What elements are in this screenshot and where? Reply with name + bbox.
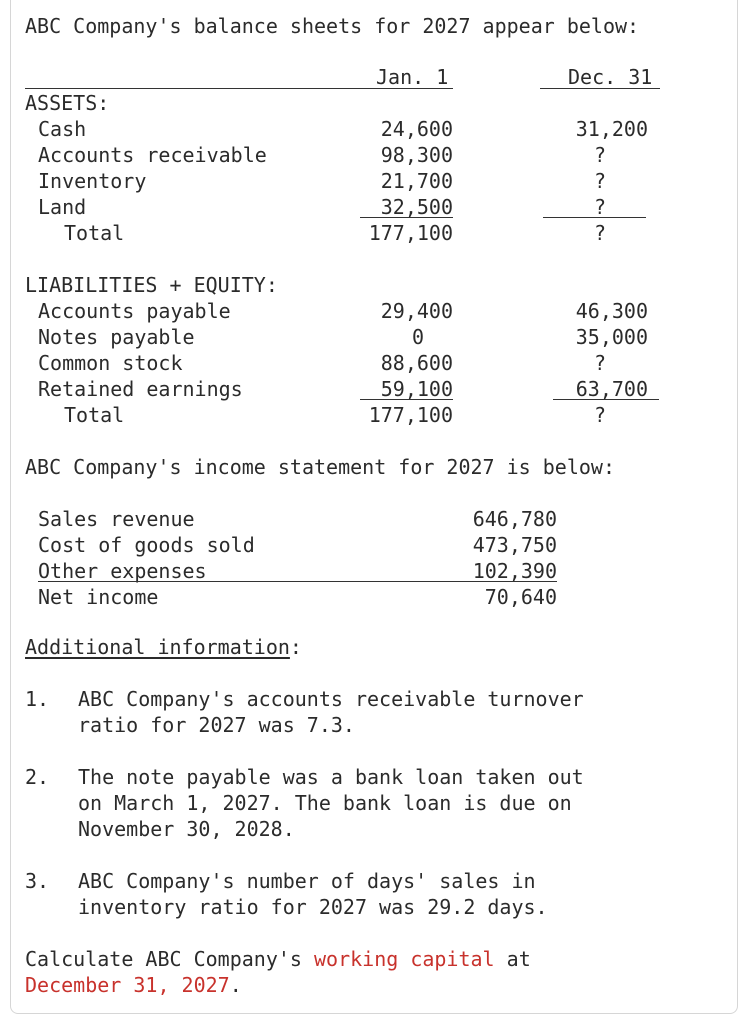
item-1-line-1: ABC Company's accounts receivable turnover: [78, 687, 584, 711]
working-capital-term: working capital: [313, 947, 495, 971]
item-1-number: 1.: [25, 687, 50, 711]
land-dec: ?: [594, 195, 607, 219]
common-stock-dec: ?: [594, 351, 607, 375]
item-1-line-2: ratio for 2027 was 7.3.: [78, 713, 355, 737]
question-line-1: [25, 946, 531, 972]
assets-total-jan: 177,100: [368, 221, 453, 245]
income-label-cogs: Cost of goods sold: [38, 533, 255, 557]
row-label-cash: Cash: [38, 117, 87, 141]
net-income-value: 70,640: [484, 585, 557, 609]
cash-jan: 24,600: [380, 117, 453, 141]
item-2-line-2: on March 1, 2027. The bank loan is due on: [78, 791, 572, 815]
land-jan: 32,500: [380, 195, 453, 219]
row-label-liabilities-total: Total: [64, 403, 125, 427]
other-expenses-value: 102,390: [472, 559, 557, 583]
income-subtotal-rule: [38, 581, 557, 582]
income-label-other-expenses: Other expenses: [38, 559, 207, 583]
row-label-land: Land: [38, 195, 87, 219]
header-rule-dec: [540, 88, 660, 89]
target-date: December 31, 2027: [25, 973, 230, 997]
assets-header: ASSETS:: [25, 91, 110, 115]
retained-earnings-jan: 59,100: [380, 377, 453, 401]
notes-payable-jan: 0: [412, 325, 425, 349]
liab-subtotal-rule-dec: [553, 399, 659, 400]
header-rule-jan: [25, 88, 453, 89]
notes-payable-dec: 35,000: [575, 325, 648, 349]
sales-revenue-value: 646,780: [472, 507, 557, 531]
cogs-value: 473,750: [472, 533, 557, 557]
assets-subtotal-rule-dec: [543, 217, 646, 218]
intro-text: ABC Company's balance sheets for 2027 appear below:: [25, 14, 640, 38]
liab-total-jan: 177,100: [368, 403, 453, 427]
income-label-net-income: Net income: [38, 585, 159, 609]
ap-dec: 46,300: [575, 299, 648, 323]
item-3-line-2: inventory ratio for 2027 was 29.2 days.: [78, 895, 548, 919]
col-header-dec: Dec. 31: [568, 65, 653, 89]
assets-subtotal-rule-jan: [360, 217, 453, 218]
ap-jan: 29,400: [380, 299, 453, 323]
item-3-number: 3.: [25, 869, 50, 893]
retained-earnings-dec: 63,700: [575, 377, 648, 401]
col-header-jan: Jan. 1: [376, 65, 449, 89]
item-2-line-3: November 30, 2028.: [78, 817, 295, 841]
row-label-assets-total: Total: [64, 221, 125, 245]
question-line-2: [25, 972, 242, 998]
row-label-accounts-receivable: Accounts receivable: [38, 143, 267, 167]
inventory-dec: ?: [594, 169, 607, 193]
ar-dec: ?: [594, 143, 607, 167]
ar-jan: 98,300: [380, 143, 453, 167]
item-2-line-1: The note payable was a bank loan taken out: [78, 765, 584, 789]
additional-info-header: Additional information:: [25, 635, 302, 659]
income-label-sales-revenue: Sales revenue: [38, 507, 195, 531]
question-mid: at: [494, 947, 531, 971]
cash-dec: 31,200: [575, 117, 648, 141]
item-3-line-1: ABC Company's number of days' sales in: [78, 869, 536, 893]
row-label-inventory: Inventory: [38, 169, 147, 193]
question-prefix: Calculate ABC Company's: [25, 947, 314, 971]
common-stock-jan: 88,600: [380, 351, 453, 375]
inventory-jan: 21,700: [380, 169, 453, 193]
item-2-number: 2.: [25, 765, 50, 789]
row-label-common-stock: Common stock: [38, 351, 183, 375]
question-suffix: .: [229, 973, 242, 997]
row-label-accounts-payable: Accounts payable: [38, 299, 231, 323]
liab-subtotal-rule-jan: [360, 399, 453, 400]
income-intro-text: ABC Company's income statement for 2027 is below:: [25, 455, 616, 479]
assets-total-dec: ?: [594, 221, 607, 245]
liab-total-dec: ?: [594, 403, 607, 427]
liabilities-header: LIABILITIES + EQUITY:: [25, 273, 278, 297]
row-label-notes-payable: Notes payable: [38, 325, 195, 349]
row-label-retained-earnings: Retained earnings: [38, 377, 243, 401]
